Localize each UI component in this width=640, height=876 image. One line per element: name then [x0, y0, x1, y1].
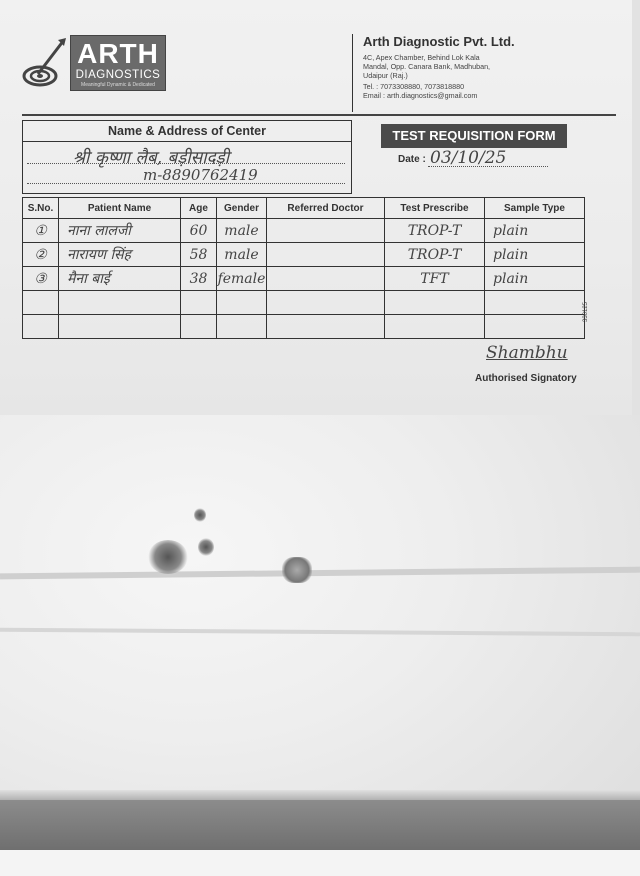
- logo-target-icon: [22, 36, 68, 88]
- date-label: Date :: [398, 154, 426, 165]
- cell-empty: [385, 291, 485, 315]
- address-line: Udaipur (Raj.): [363, 71, 408, 80]
- table-row: [23, 219, 585, 243]
- cell-sno: ③: [23, 267, 59, 291]
- logo: [70, 35, 166, 91]
- cell-gender: female: [217, 267, 267, 291]
- patient-table: [22, 197, 585, 339]
- signature-handwritten: Shambhu: [486, 343, 568, 363]
- cell-patient-name: नाना लालजी: [59, 219, 181, 243]
- paper-fold: [0, 628, 640, 636]
- logo-tagline: Meaningful Dynamic & Dedicated: [81, 82, 155, 88]
- col-header-sno: S.No.: [23, 198, 59, 219]
- center-name-handwritten: श्री कृष्णा लैब, बड़ीसादड़ी: [73, 148, 230, 168]
- cell-age: 58: [181, 243, 217, 267]
- cell-empty: [385, 315, 485, 339]
- cell-sno: ①: [23, 219, 59, 243]
- clip-mark: [282, 557, 312, 583]
- cell-empty: [59, 291, 181, 315]
- requisition-sheet: [0, 0, 632, 415]
- cell-sno: ②: [23, 243, 59, 267]
- cell-empty: [59, 315, 181, 339]
- cell-test: TROP-T: [385, 243, 485, 267]
- cell-sample-type: plain: [485, 267, 585, 291]
- cell-test: TFT: [385, 267, 485, 291]
- center-title: Name & Address of Center: [108, 124, 266, 138]
- header-rule: [22, 114, 616, 116]
- paper-fold: [0, 567, 640, 580]
- cell-empty: [181, 315, 217, 339]
- cell-empty: [217, 291, 267, 315]
- bottom-strip: [0, 850, 640, 876]
- form-title: TEST REQUISITION FORM: [381, 124, 567, 148]
- phone-line: Tel. : 7073308880, 7073818880: [363, 82, 465, 91]
- company-name: Arth Diagnostic Pvt. Ltd.: [363, 34, 515, 49]
- cell-empty: [485, 291, 585, 315]
- table-row: [23, 243, 585, 267]
- col-header-test-prescribe: Test Prescribe: [385, 198, 485, 219]
- col-header-age: Age: [181, 198, 217, 219]
- cell-empty: [23, 315, 59, 339]
- col-header-patient-name: Patient Name: [59, 198, 181, 219]
- cell-test: TROP-T: [385, 219, 485, 243]
- logo-main-text: ARTH: [77, 38, 159, 69]
- cell-age: 60: [181, 219, 217, 243]
- logo-sub-text: DIAGNOSTICS: [75, 69, 161, 81]
- cell-patient-name: मैना बाई: [59, 267, 181, 291]
- cell-sample-type: plain: [485, 243, 585, 267]
- cell-gender: male: [217, 219, 267, 243]
- cell-empty: [217, 315, 267, 339]
- desk-background: [0, 415, 640, 876]
- address-line: Mandal, Opp. Canara Bank, Madhuban,: [363, 62, 491, 71]
- stain-mark: [198, 538, 214, 556]
- cell-empty: [23, 291, 59, 315]
- col-header-referred-doctor: Referred Doctor: [267, 198, 385, 219]
- address-line: 4C, Apex Chamber, Behind Lok Kala: [363, 53, 480, 62]
- cell-empty: [267, 291, 385, 315]
- cell-sample-type: plain: [485, 219, 585, 243]
- cell-referred-doctor: [267, 267, 385, 291]
- header-divider: [352, 34, 353, 112]
- stain-mark: [148, 540, 188, 574]
- table-row: [23, 315, 585, 339]
- cell-patient-name: नारायण सिंह: [59, 243, 181, 267]
- table-row: [23, 267, 585, 291]
- center-title-rule: [23, 141, 351, 142]
- stain-mark: [194, 508, 206, 522]
- table-row: [23, 291, 585, 315]
- email-line: Email : arth.diagnostics@gmail.com: [363, 91, 478, 100]
- col-header-gender: Gender: [217, 198, 267, 219]
- table-header-row: [23, 198, 585, 219]
- date-value-handwritten: 03/10/25: [430, 148, 507, 168]
- cell-empty: [181, 291, 217, 315]
- center-phone-handwritten: m-8890762419: [143, 166, 258, 184]
- cell-gender: male: [217, 243, 267, 267]
- shadow-band: [0, 800, 640, 850]
- cell-empty: [267, 315, 385, 339]
- col-header-sample-type: Sample Type: [485, 198, 585, 219]
- side-code: 330125: [583, 301, 589, 322]
- cell-empty: [485, 315, 585, 339]
- signature-label: Authorised Signatory: [475, 373, 577, 384]
- cell-referred-doctor: [267, 243, 385, 267]
- cell-referred-doctor: [267, 219, 385, 243]
- center-box: [22, 120, 352, 194]
- cell-age: 38: [181, 267, 217, 291]
